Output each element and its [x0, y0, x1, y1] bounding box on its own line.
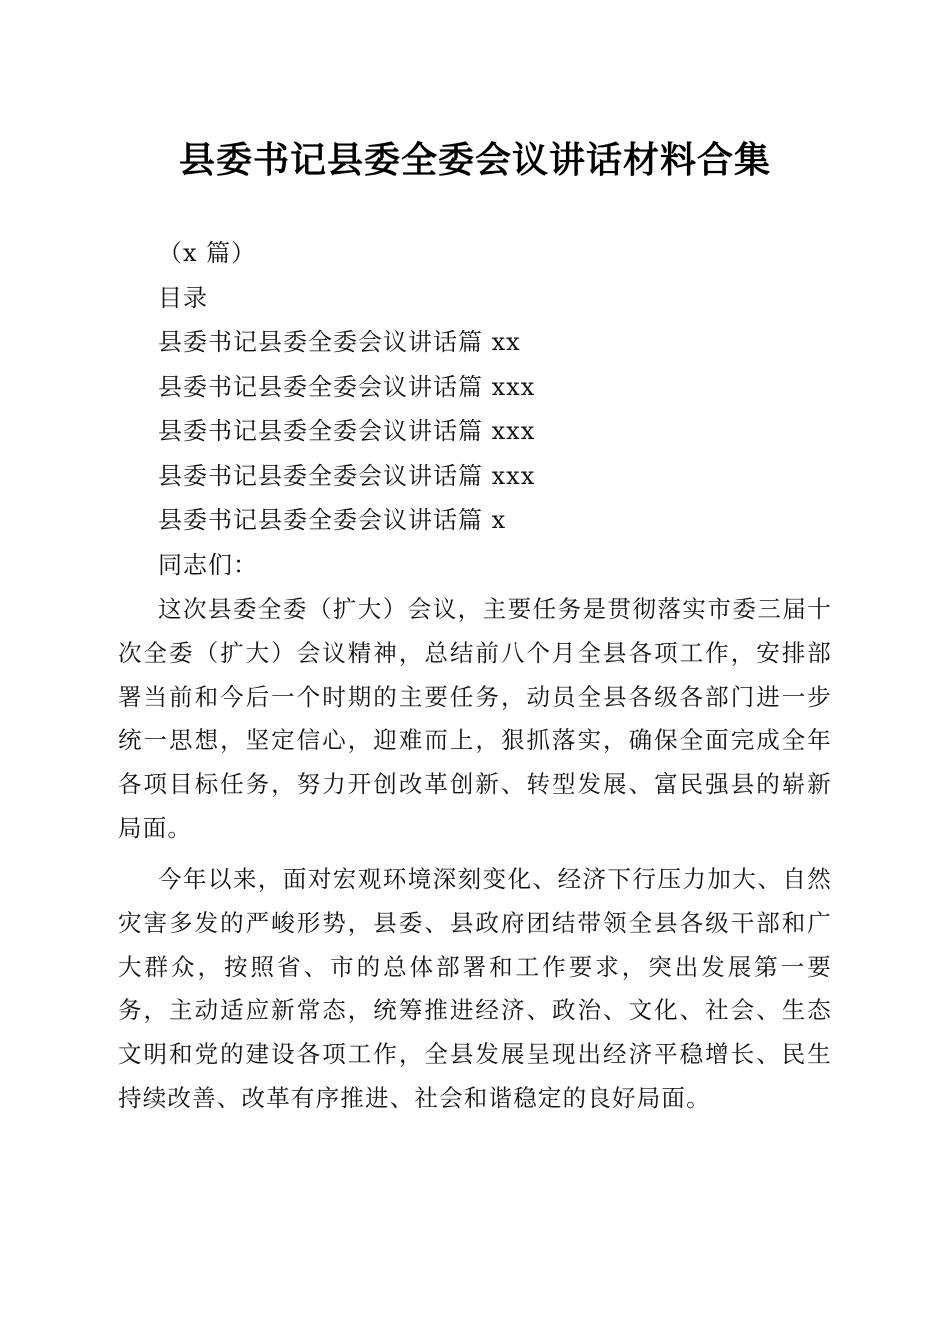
- toc-heading: 目录: [158, 283, 208, 312]
- toc-item: 县委书记县委全委会议讲话篇 xxx: [158, 461, 536, 490]
- body-paragraph: 今年以来，面对宏观环境深刻变化、经济下行压力加大、自然灾害多发的严峻形势，县委、县政府团结带领全县各级干部和广大群众，按照省、市的总体部署和工作要求，突出发展第一要务，主动适应新常态，统筹推进经济、政治、文化、社会、生态文明和党的建设各项工作，全县发展呈现出经济平稳增长、民生持续改善、改革有序推进、社会和谐稳定的良好局面。: [118, 865, 832, 1112]
- count-note: （x 篇）: [158, 239, 257, 267]
- toc-item: 县委书记县委全委会议讲话篇 x: [158, 506, 507, 534]
- body-paragraph: 这次县委全委（扩大）会议，主要任务是贯彻落实市委三届十次全委（扩大）会议精神，总结前八个月全县各项工作，安排部署当前和今后一个时期的主要任务，动员全县各级各部门进一步统一思想，坚定信心，迎难而上，狠抓落实，确保全面完成全年各项目标任务，努力开创改革创新、转型发展、富民强县的崭新局面。: [118, 595, 832, 842]
- document-title: 县委书记县委全委会议讲话材料合集: [178, 139, 771, 181]
- toc-item: 县委书记县委全委会议讲话篇 xxx: [158, 417, 536, 445]
- toc-item: 县委书记县委全委会议讲话篇 xx: [158, 328, 521, 356]
- toc-item: 县委书记县委全委会议讲话篇 xxx: [158, 372, 536, 401]
- salutation: 同志们：: [158, 550, 258, 579]
- front-matter: [158, 231, 858, 587]
